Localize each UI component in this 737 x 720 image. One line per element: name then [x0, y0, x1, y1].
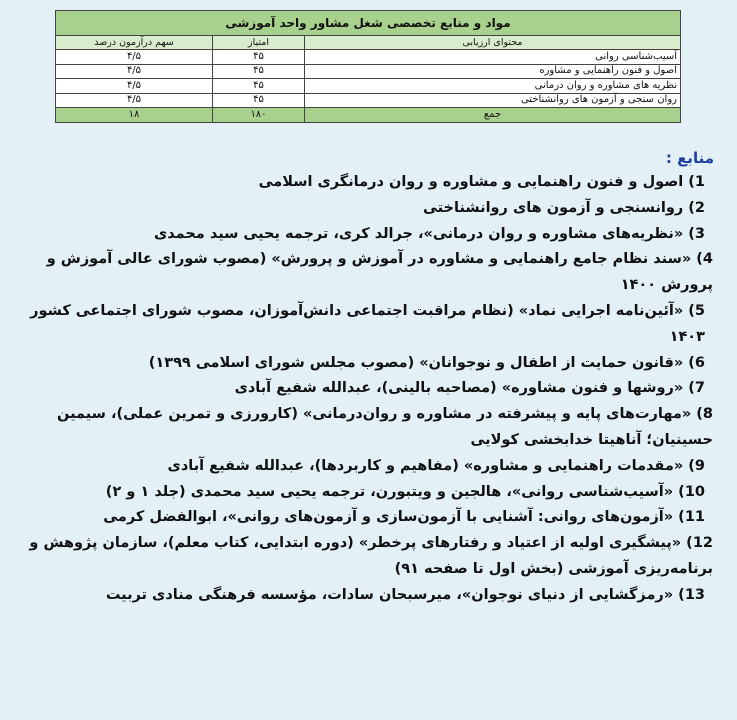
sources-heading: منابع :: [665, 149, 714, 167]
source-item: 3) «نظریه‌های مشاوره و روان درمانی»، جرالد کری، ترجمه یحیی سید محمدی: [153, 225, 705, 242]
row-points: ۴۵: [213, 93, 305, 108]
source-item: 13) «رمزگشایی از دنیای نوجوان»، میرسبحان سادات، مؤسسه فرهنگی منادی تربیت: [105, 586, 705, 603]
source-item: 1) اصول و فنون راهنمایی و مشاوره و روان درمانگری اسلامی: [258, 174, 705, 190]
source-item: 8) «مهارت‌های پایه و پیشرفته در مشاوره و روان‌درمانی» (کارورزی و تمرین عملی)، سیمین حسینیان؛ آناهیتا خدابخشی کولایی: [57, 406, 713, 448]
source-item: 12) «پیشگیری اولیه از اعتیاد و رفتارهای پرخطر» (دوره ابتدایی، کتاب معلم)، سازمان پژوهش و برنامه‌ریزی آموزشی (بخش اول تا صفحه ۹۱): [29, 535, 713, 577]
row-subject: آسیب‌شناسی روانی: [305, 50, 681, 65]
source-item: 6) «قانون حمایت از اطفال و نوجوانان» (مصوب مجلس شورای اسلامی ۱۳۹۹): [148, 354, 705, 371]
row-share: ۴/۵: [56, 93, 213, 108]
source-item: 2) روانسنجی و آزمون های روانشناختی: [422, 199, 705, 216]
total-share: ۱۸: [56, 108, 213, 123]
subjects-table-container: [55, 10, 681, 123]
table-title: مواد و منابع تخصصی شغل مشاور واحد آموزشی: [56, 11, 681, 36]
row-share: ۴/۵: [56, 50, 213, 65]
table-header-row: [56, 36, 681, 50]
header-subject: محتوای ارزیابی: [305, 36, 681, 50]
row-share: ۴/۵: [56, 79, 213, 94]
header-share: سهم درآزمون درصد: [56, 36, 213, 50]
sources-list: [7, 170, 713, 609]
table-row: [56, 79, 681, 94]
source-item: 11) «آزمون‌های روانی: آشنایی با آزمون‌سازی و آزمون‌های روانی»، ابوالفضل کرمی: [103, 509, 705, 526]
row-points: ۴۵: [213, 64, 305, 79]
row-subject: اصول و فنون راهنمایی و مشاوره: [305, 64, 681, 79]
table-row: [56, 64, 681, 79]
row-points: ۴۵: [213, 50, 305, 65]
total-label: جمع: [305, 108, 681, 123]
source-item: 5) «آئین‌نامه اجرایی نماد» (نظام مراقبت اجتماعی دانش‌آموزان، مصوب شورای اجتماعی کشور ۱۴۰۳: [30, 302, 705, 345]
header-points: امتیاز: [213, 36, 305, 50]
table-title-row: [56, 11, 681, 36]
row-points: ۴۵: [213, 79, 305, 94]
table-row: [56, 50, 681, 65]
row-share: ۴/۵: [56, 64, 213, 79]
total-points: ۱۸۰: [213, 108, 305, 123]
source-item: 7) «روشها و فنون مشاوره» (مصاحبه بالینی)، عبدالله شفیع آبادی: [234, 380, 705, 397]
subjects-table: [55, 10, 681, 123]
source-item: 9) «مقدمات راهنمایی و مشاوره» (مفاهیم و کاربردها)، عبدالله شفیع آبادی: [167, 457, 705, 474]
table-row: [56, 93, 681, 108]
table-total-row: [56, 108, 681, 123]
source-item: 4) «سند نظام جامع راهنمایی و مشاوره در آموزش و پرورش» (مصوب شورای عالی آموزش و پرورش ۱۴۰۰: [46, 251, 713, 294]
row-subject: روان سنجی و آزمون های روانشناختی: [305, 93, 681, 108]
source-item: 10) «آسیب‌شناسی روانی»، هالجین و ویتبورن، ترجمه یحیی سید محمدی (جلد ۱ و ۲): [105, 483, 705, 500]
row-subject: نظریه های مشاوره و روان درمانی: [305, 79, 681, 94]
